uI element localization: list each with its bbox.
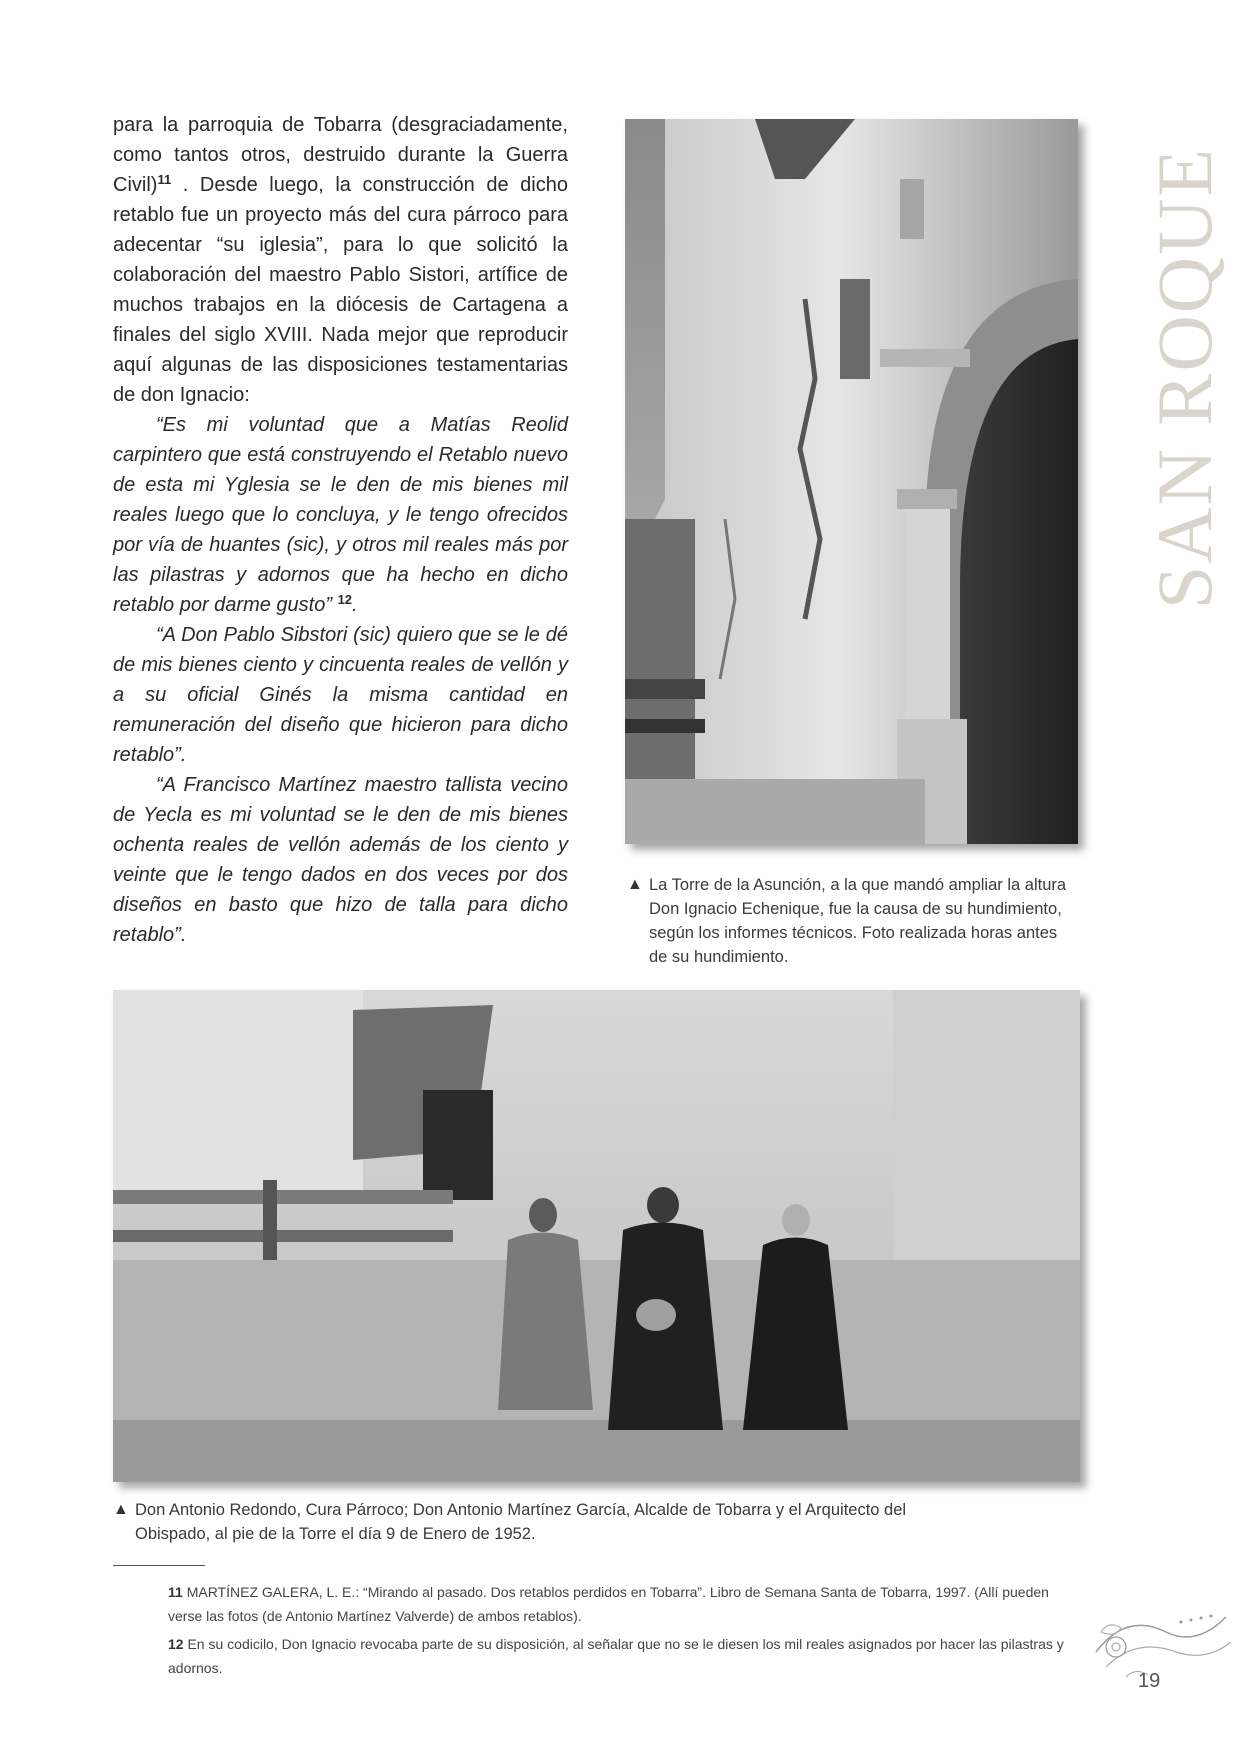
main-text-column [113, 110, 568, 950]
paragraph-intro: para la parroquia de Tobarra (desgraciadamente, como tantos otros, destruido durante la Guerra Civil)$^{11}$ . Desde luego, la construcción de dicho retablo fue un proyecto más del cura párroco para adecentar “su iglesia”, para lo que solicitó la colaboración del maestro Pablo Sistori, artífice de muchos trabajos en la diócesis de Cartagena a finales del siglo XVIII. Nada mejor que reproducir aquí algunas de las disposiciones testamentarias de don Ignacio: [113, 114, 568, 406]
caption-tower: ▲ La Torre de la Asunción, a la que mandó ampliar la altura Don Ignacio Echenique, fue la causa de su hundimiento, según los informes técnicos. Foto realizada horas antes de su hundimiento. [627, 873, 1077, 969]
caption-marker-icon: ▲ [113, 1501, 129, 1518]
page-number: 19 [1138, 1670, 1161, 1692]
quote-martinez: “A Francisco Martínez maestro tallista vecino de Yecla es mi voluntad se le den de mis bienes ochenta reales de vellón además de los ciento y veinte que le tengo dados en dos veces por dos diseños en basto que hizo de talla para dicho retablo”. [113, 774, 568, 946]
photo-tower-facade [625, 119, 1078, 844]
caption-men: ▲ Don Antonio Redondo, Cura Párroco; Don Antonio Martínez García, Alcalde de Tobarra y el Arquitecto del Obispado, al pie de la Torre el día 9 de Enero de 1952. [113, 1498, 973, 1546]
quote-reolid: “Es mi voluntad que a Matías Reolid carpintero que está construyendo el Retablo nuevo de esta mi Yglesia se le den de mis bienes mil reales luego que lo concluya, y le tengo ofrecidos por vía de huantes (sic), y otros mil reales más por las pilastras y adornos que ha hecho en dicho retablo por darme gusto” $^{12}$. [113, 414, 568, 616]
photo-three-men [113, 990, 1080, 1482]
footnote-11: 11 MARTÍNEZ GALERA, L. E.: “Mirando al pasado. Dos retablos perdidos en Tobarra”. Libro de Semana Santa de Tobarra, 1997. (Allí pueden verse las fotos (de Antonio Martínez Valverde) de ambos retablos). [168, 1584, 1049, 1624]
quote-sibstori: “A Don Pablo Sibstori (sic) quiero que se le dé de mis bienes ciento y cincuenta reales de vellón y a su oficial Ginés la misma cantidad en remuneración del diseño que hicieron para dicho retablo”. [113, 624, 568, 766]
footnote-ref-12: 12 [337, 592, 353, 607]
footnote-ref-11: 11 [157, 172, 172, 187]
section-title-vertical [1125, 108, 1239, 648]
caption-marker-icon: ▲ [627, 876, 643, 893]
flourish-ornament-icon [1086, 1592, 1236, 1692]
section-title-text: SAN ROQUE [1141, 146, 1228, 610]
footnote-divider [113, 1565, 205, 1566]
footnote-12: 12 En su codicilo, Don Ignacio revocaba parte de su disposición, al señalar que no se le diesen los mil reales asignados por hacer las pilastras y adornos. [168, 1636, 1064, 1676]
footnotes [168, 1580, 1080, 1684]
